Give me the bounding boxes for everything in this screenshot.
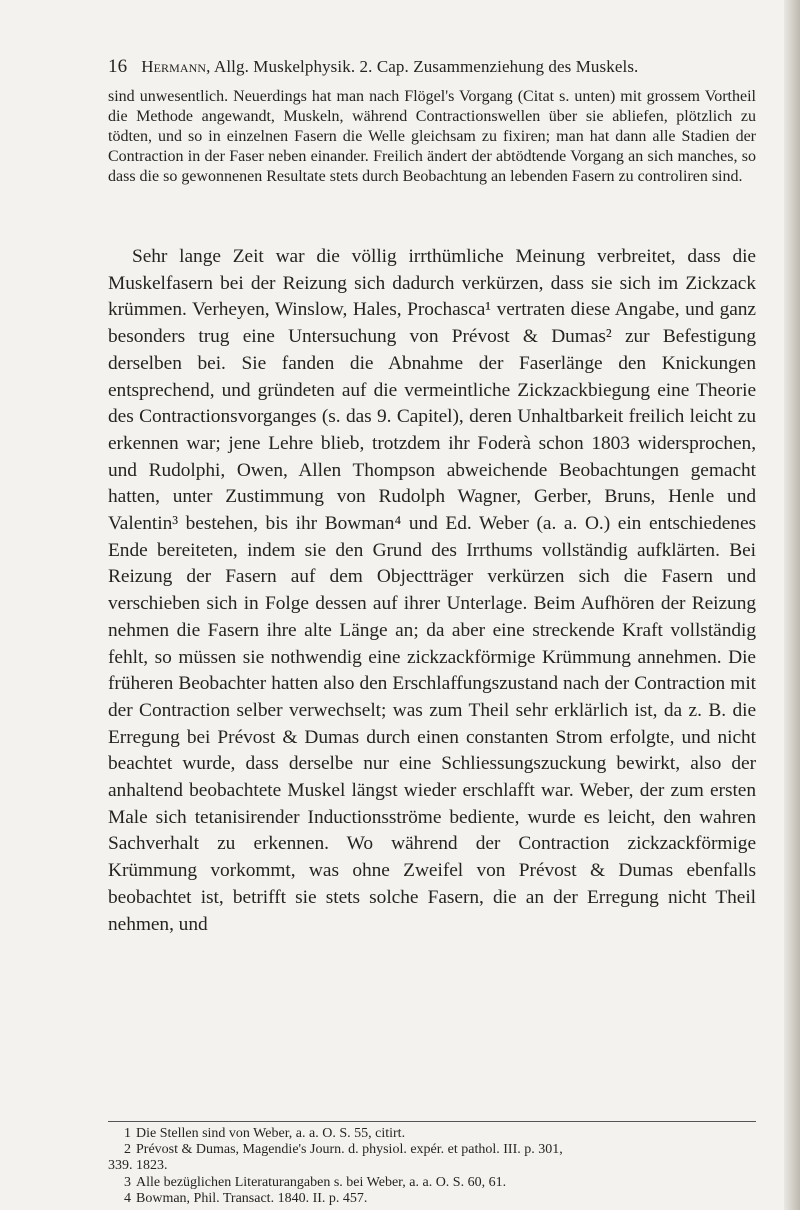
page-number: 16: [108, 56, 128, 77]
footnote-1: 1 Die Stellen sind von Weber, a. a. O. S. 55, citirt.: [124, 1126, 406, 1141]
page-edge-shadow: [784, 0, 800, 1210]
footnote-4: 4 Bowman, Phil. Transact. 1840. II. p. 457.: [124, 1190, 368, 1206]
footnote-rule: [108, 1121, 756, 1122]
footnote-2-continuation: [108, 1158, 756, 1174]
footnote-text: Alle bezüglichen Literaturangaben s. bei Weber, a. a. O. S. 60, 61.: [136, 1174, 507, 1190]
footnote-text: 339. 1823.: [108, 1158, 168, 1174]
header-author: Hermann,: [141, 57, 211, 76]
footnote-2: 2 Prévost & Dumas, Magendie's Journ. d. physiol. expér. et pathol. III. p. 301,: [124, 1142, 563, 1158]
footnotes: [108, 1126, 756, 1207]
footnote-text: Die Stellen sind von Weber, a. a. O. S. 55, citirt.: [136, 1126, 406, 1141]
paragraph-1: sind unwesentlich. Neuerdings hat man nach Flögel's Vorgang (Citat s. unten) mit grossem Vortheil die Methode angewandt, Muskeln, während Contractionswellen über sie abliefen, plötzlich zu tödten, und so in einzelnen Fasern die Welle gleichsam zu fixiren; man hat dann alle Stadien der Contraction in der Faser neben einander. Freilich ändert der abtödtende Vorgang an sich manches, so dass die so gewonnenen Resultate stets durch Beobachtung an lebenden Fasern zu controliren sind.: [108, 88, 756, 185]
footnote-text: Prévost & Dumas, Magendie's Journ. d. physiol. expér. et pathol. III. p. 301,: [136, 1142, 563, 1158]
paragraph-2: Sehr lange Zeit war die völlig irrthümliche Meinung verbreitet, dass die Muskelfasern bei der Reizung sich dadurch verkürzen, dass sie sich im Zickzack krümmen. Verheyen, Winslow, Hales, Prochasca¹ vertraten diese Angabe, und ganz besonders trug eine Untersuchung von Prévost & Dumas² zur Befestigung derselben bei. Sie fanden die Abnahme der Faserlänge den Knickungen entsprechend, und gründeten auf die vermeintliche Zickzackbiegung eine Theorie des Contractionsvorganges (s. das 9. Capitel), deren Unhaltbarkeit freilich leicht zu erkennen war; jene Lehre blieb, trotzdem ihr Foderà schon 1803 widersprochen, und Rudolphi, Owen, Allen Thompson abweichende Beobachtungen gemacht hatten, unter Zustimmung von Rudolph Wagner, Gerber, Bruns, Henle und Valentin³ bestehen, bis ihr Bowman⁴ und Ed. Weber (a. a. O.) ein entschiedenes Ende bereiteten, indem sie den Grund des Irrthums vollständig aufklärten. Bei Reizung der Fasern auf dem Objectträger verkürzen sich die Fasern und verschieben sich in Folge dessen auf ihrer Unterlage. Beim Aufhören der Reizung nehmen die Fasern ihre alte Länge an; da aber eine streckende Kraft vollständig fehlt, so müssen sie nothwendig eine zickzackförmige Krümmung annehmen. Die früheren Beobachter hatten also den Erschlaffungszustand nach der Contraction mit der Contraction selber verwechselt; was zum Theil sehr erklärlich ist, da z. B. die Erregung bei Prévost & Dumas durch einen constanten Strom erfolgte, und nicht beachtet wurde, dass derselbe nur eine Schliessungszuckung bewirkt, also der anhaltend beobachtete Muskel längst wieder erschlafft war. Weber, der zum ersten Male sich tetanisirender Inductionsströme bediente, wurde es leicht, den wahren Sachverhalt zu erkennen. Wo während der Contraction zickzackförmige Krümmung vorkommt, was ohne Zweifel von Prévost & Dumas ebenfalls beobachtet ist, betrifft sie stets solche Fasern, die an der Erregung nicht Theil nehmen, und: [108, 246, 756, 935]
footnote-3: 3 Alle bezüglichen Literaturangaben s. bei Weber, a. a. O. S. 60, 61.: [124, 1174, 507, 1190]
running-header: [108, 56, 748, 78]
footnote-text: Bowman, Phil. Transact. 1840. II. p. 457.: [136, 1190, 368, 1206]
header-title: Allg. Muskelphysik. 2. Cap. Zusammenziehung des Muskels.: [210, 57, 639, 76]
